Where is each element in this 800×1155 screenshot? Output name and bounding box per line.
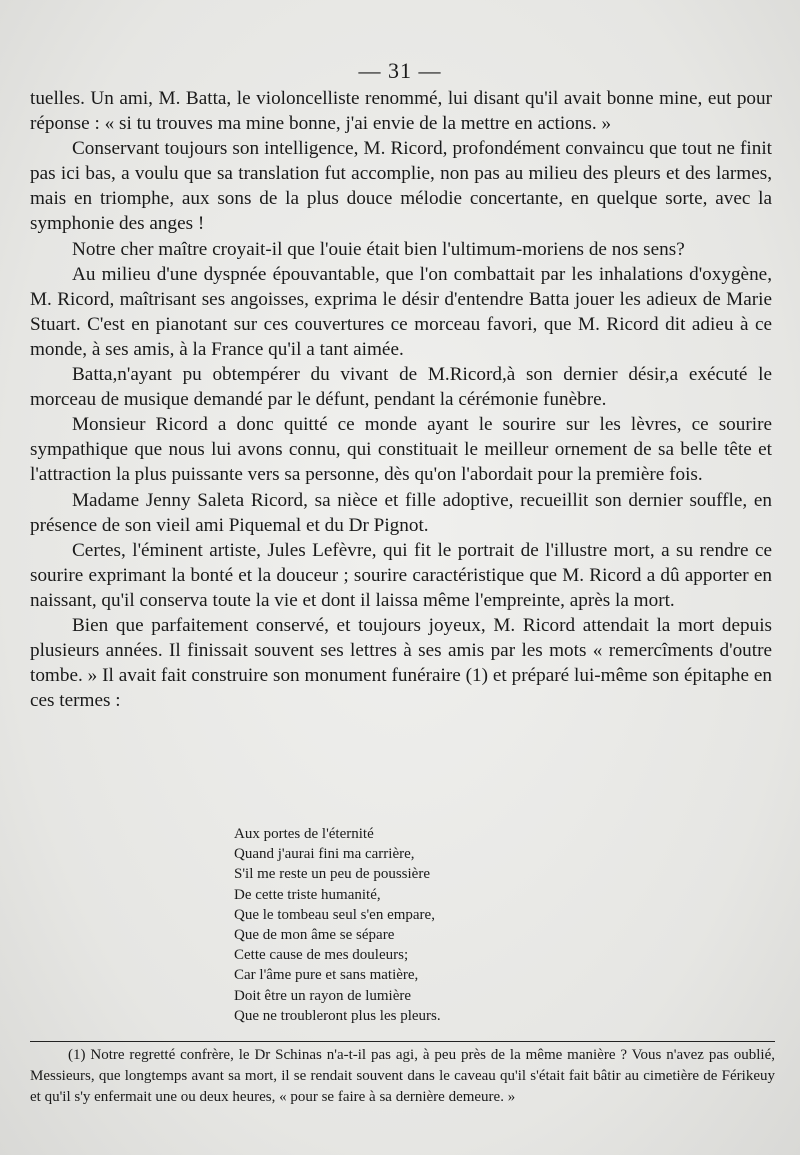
poem-line: Doit être un rayon de lumière xyxy=(234,987,412,1004)
poem-line: Que le tombeau seul s'en empare, xyxy=(234,906,435,923)
paragraph: Au milieu d'une dyspnée épouvantable, que l'on combattait par les inhalations d'oxygène, M. Ricord, maîtrisant ses angoisses, exprima le désir d'entendre Batta jouer les adieux de Marie Stuart. C'est en pianotant sur ces couvertures ce morceau favori, que M. Ricord dit adieu à ce monde, à ses amis, à la France qu'il a tant aimée. xyxy=(30,263,772,360)
poem-line: De cette triste humanité, xyxy=(234,886,381,903)
paragraph: tuelles. Un ami, M. Batta, le violoncelliste renommé, lui disant qu'il avait bonne mine, eut pour réponse : « si tu trouves ma mine bonne, j'ai envie de la mettre en actions. » xyxy=(30,88,772,135)
paragraph: Conservant toujours son intelligence, M. Ricord, profondément convaincu que tout ne finit pas ici bas, a voulu que sa translation fut accomplie, non pas au milieu des pleurs et des larmes, mais en triomphe, aux sons de la plus douce mélodie concertante, en quelque sorte, avec la symphonie des anges ! xyxy=(30,138,772,235)
footnote-divider xyxy=(30,1041,775,1042)
poem-line: Aux portes de l'éternité xyxy=(234,826,374,842)
epitaph-poem xyxy=(234,824,554,1026)
paragraph: Certes, l'éminent artiste, Jules Lefèvre, qui fit le portrait de l'illustre mort, a su rendre ce sourire exprimant la bonté et la douceur ; sourire caractéristique que M. Ricord a dû apporter en naissant, qu'il conserva toute la vie et dont il laissa même l'empreinte, après la mort. xyxy=(30,539,772,611)
footnote-text: (1) Notre regretté confrère, le Dr Schinas n'a-t-il pas agi, à peu près de la même manière ? Vous n'avez pas oublié, Messieurs, que longtemps avant sa mort, il se rendait souvent dans le caveau qu'il s'était fait bâtir au cimetière de Férikeuy et qu'il s'y enfermait une ou deux heures, « pour se faire à sa dernière demeure. » xyxy=(30,1047,775,1105)
paragraph: Bien que parfaitement conservé, et toujours joyeux, M. Ricord attendait la mort depuis plusieurs années. Il finissait souvent ses lettres à ses amis par les mots « remercîments d'outre tombe. » Il avait fait construire son monument funéraire (1) et préparé lui-même son épitaphe en ces termes : xyxy=(30,614,772,712)
paragraph: Batta,n'ayant pu obtempérer du vivant de M.Ricord,à son dernier désir,a exécuté le morceau de musique demandé par le défunt, pendant la cérémonie funèbre. xyxy=(30,364,772,411)
poem-line: Car l'âme pure et sans matière, xyxy=(234,967,419,984)
poem-line: Que ne troubleront plus les pleurs. xyxy=(234,1007,441,1024)
poem-line: Que de mon âme se sépare xyxy=(234,927,395,944)
poem-line: Quand j'aurai fini ma carrière, xyxy=(234,846,415,863)
poem-line: Cette cause de mes douleurs; xyxy=(234,947,409,964)
paragraph: Madame Jenny Saleta Ricord, sa nièce et fille adoptive, recueillit son dernier souffle, en présence de son vieil ami Piquemal et du Dr Pignot. xyxy=(30,489,772,536)
paragraph: Monsieur Ricord a donc quitté ce monde ayant le sourire sur les lèvres, ce sourire sympathique que nous lui avons connu, qui constituait le meilleur ornement de sa belle tête et l'attraction la plus puissante vers sa personne, dès qu'on l'abordait pour la première fois. xyxy=(30,414,772,486)
page-number: — 31 — xyxy=(358,58,442,83)
footnote xyxy=(30,1045,775,1108)
poem-line: S'il me reste un peu de poussière xyxy=(234,866,430,883)
paragraph: Notre cher maître croyait-il que l'ouie était bien l'ultimum-moriens de nos sens? xyxy=(72,238,685,260)
body-text xyxy=(30,86,772,713)
